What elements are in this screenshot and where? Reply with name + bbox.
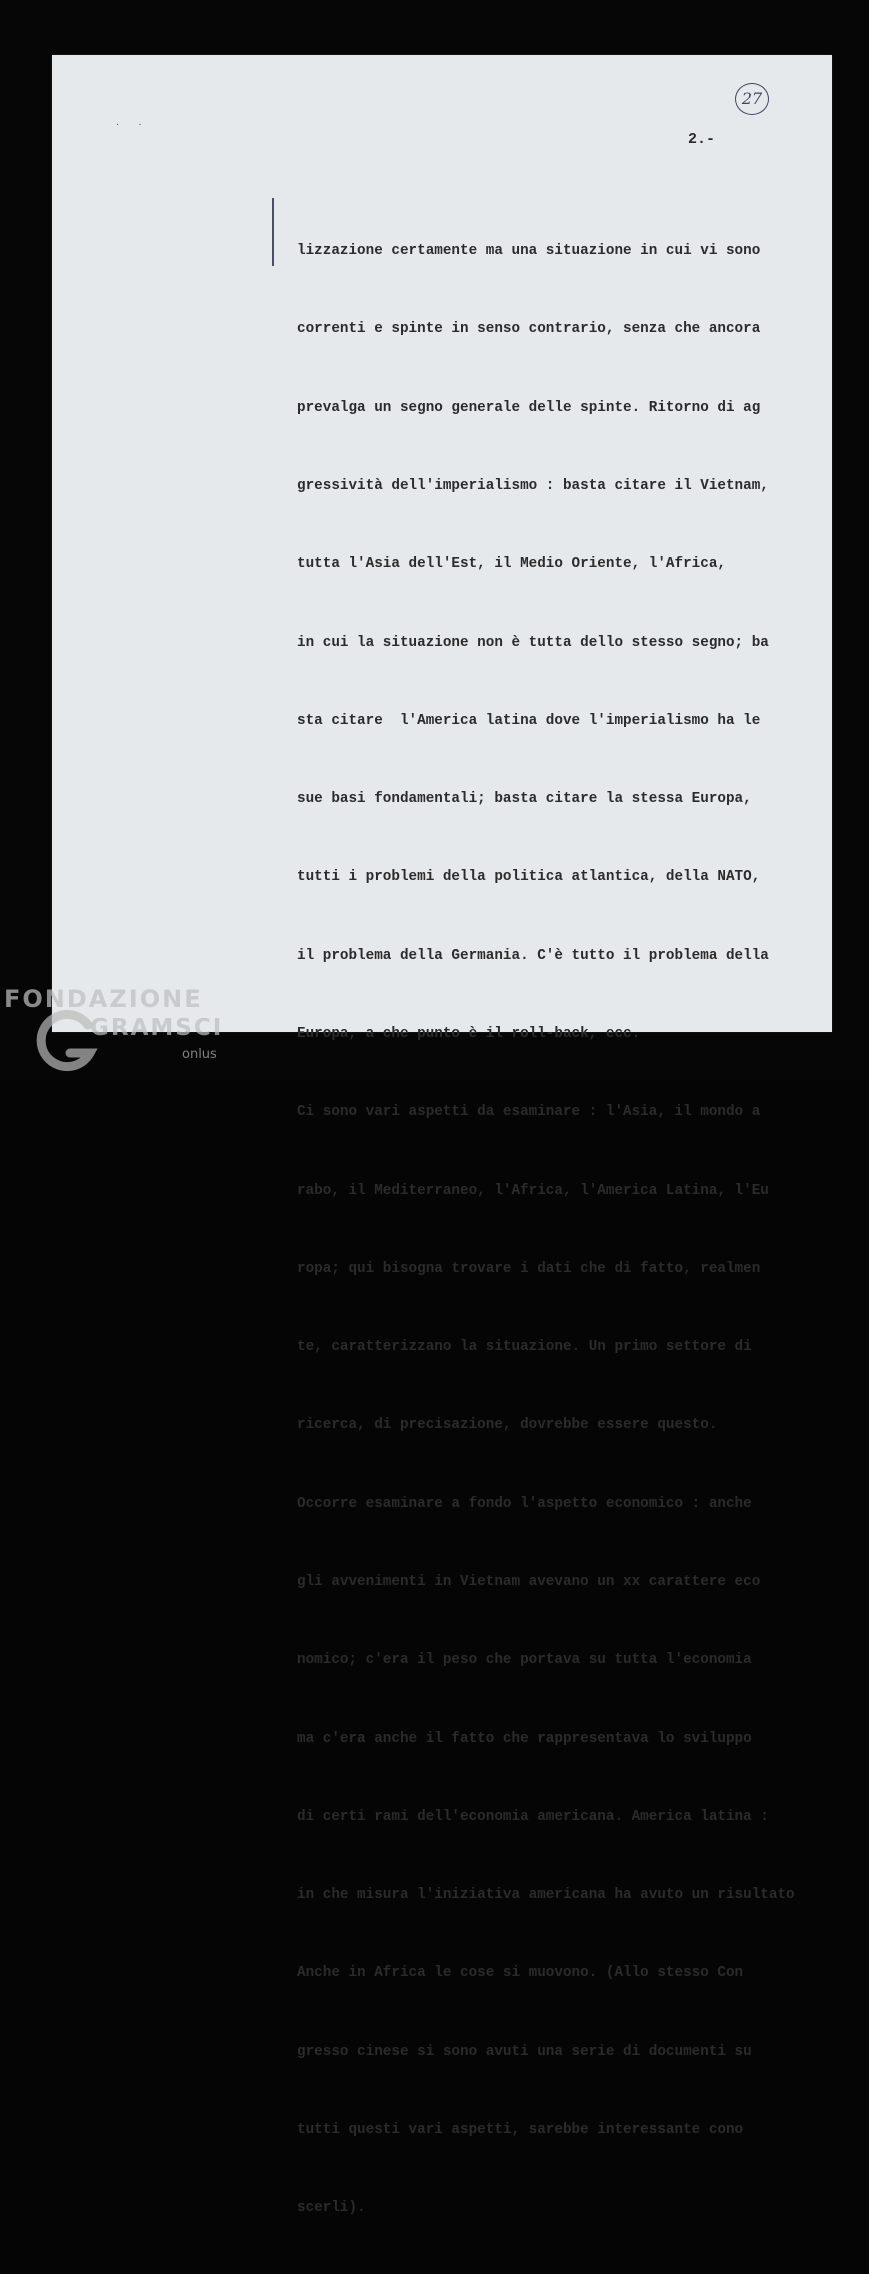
text-line: ricerca, di precisazione, dovrebbe essere questo.	[297, 1417, 718, 1434]
text-line: gli avvenimenti in Vietnam avevano un xx carattere eco	[297, 1573, 761, 1590]
text-line: tutti i problemi della politica atlantica, della NATO,	[297, 869, 761, 886]
text-line: correnti e spinte in senso contrario, senza che ancora	[297, 321, 761, 338]
text-line: il problema della Germania. C'è tutto il problema della	[297, 947, 769, 964]
text-line: rabo, il Mediterraneo, l'Africa, l'America Latina, l'Eu	[297, 1182, 769, 1199]
watermark-onlus-text: onlus	[182, 1047, 217, 1062]
text-line: tutta l'Asia dell'Est, il Medio Oriente, l'Africa,	[297, 556, 726, 573]
text-line: sta citare l'America latina dove l'imperialismo ha le	[297, 712, 761, 729]
folio-circled-number: 27	[735, 83, 769, 115]
text-line: lizzazione certamente ma una situazione in cui vi sono	[297, 243, 761, 260]
text-line: Anche in Africa le cose si muovono. (Allo stesso Con	[297, 1965, 744, 1982]
text-line: prevalga un segno generale delle spinte. Ritorno di ag	[297, 399, 761, 416]
text-line: sue basi fondamentali; basta citare la stessa Europa,	[297, 791, 752, 808]
fondazione-gramsci-watermark	[4, 985, 224, 1080]
text-line: nomico; c'era il peso che portava su tutta l'economia	[297, 1652, 752, 1669]
text-line: Europa, a che punto è il roll-back, ecc.	[297, 1026, 641, 1042]
watermark-gramsci-text: GRAMSCI	[90, 1015, 224, 1041]
text-line: di certi rami dell'economia americana. America latina :	[297, 1808, 769, 1825]
typewritten-body	[297, 186, 827, 2274]
text-line: scerli).	[297, 2200, 366, 2217]
text-line: gressività dell'imperialismo : basta citare il Vietnam,	[297, 478, 769, 495]
text-line: te, caratterizzano la situazione. Un primo settore di	[297, 1339, 752, 1356]
gramsci-g-logo-icon	[36, 1011, 96, 1073]
text-line: gresso cinese si sono avuti una serie di documenti su	[297, 2043, 752, 2060]
text-line: ropa; qui bisogna trovare i dati che di fatto, realmen	[297, 1260, 761, 1277]
page-number: 2.-	[688, 131, 716, 148]
text-line: tutti questi vari aspetti, sarebbe interessante cono	[297, 2121, 744, 2138]
text-line: Ci sono vari aspetti da esaminare : l'Asia, il mondo a	[297, 1104, 761, 1121]
watermark-foundation-text: FONDAZIONE	[4, 985, 203, 1013]
margin-pencil-line	[272, 198, 274, 266]
text-line: in che misura l'iniziativa americana ha avuto un risultato	[297, 1887, 795, 1904]
text-line: Occorre esaminare a fondo l'aspetto economico : anche	[297, 1495, 752, 1512]
text-line: ma c'era anche il fatto che rappresentava lo sviluppo	[297, 1730, 752, 1747]
paper-specks: · ·	[116, 120, 150, 131]
text-line: in cui la situazione non è tutta dello stesso segno; ba	[297, 634, 769, 651]
